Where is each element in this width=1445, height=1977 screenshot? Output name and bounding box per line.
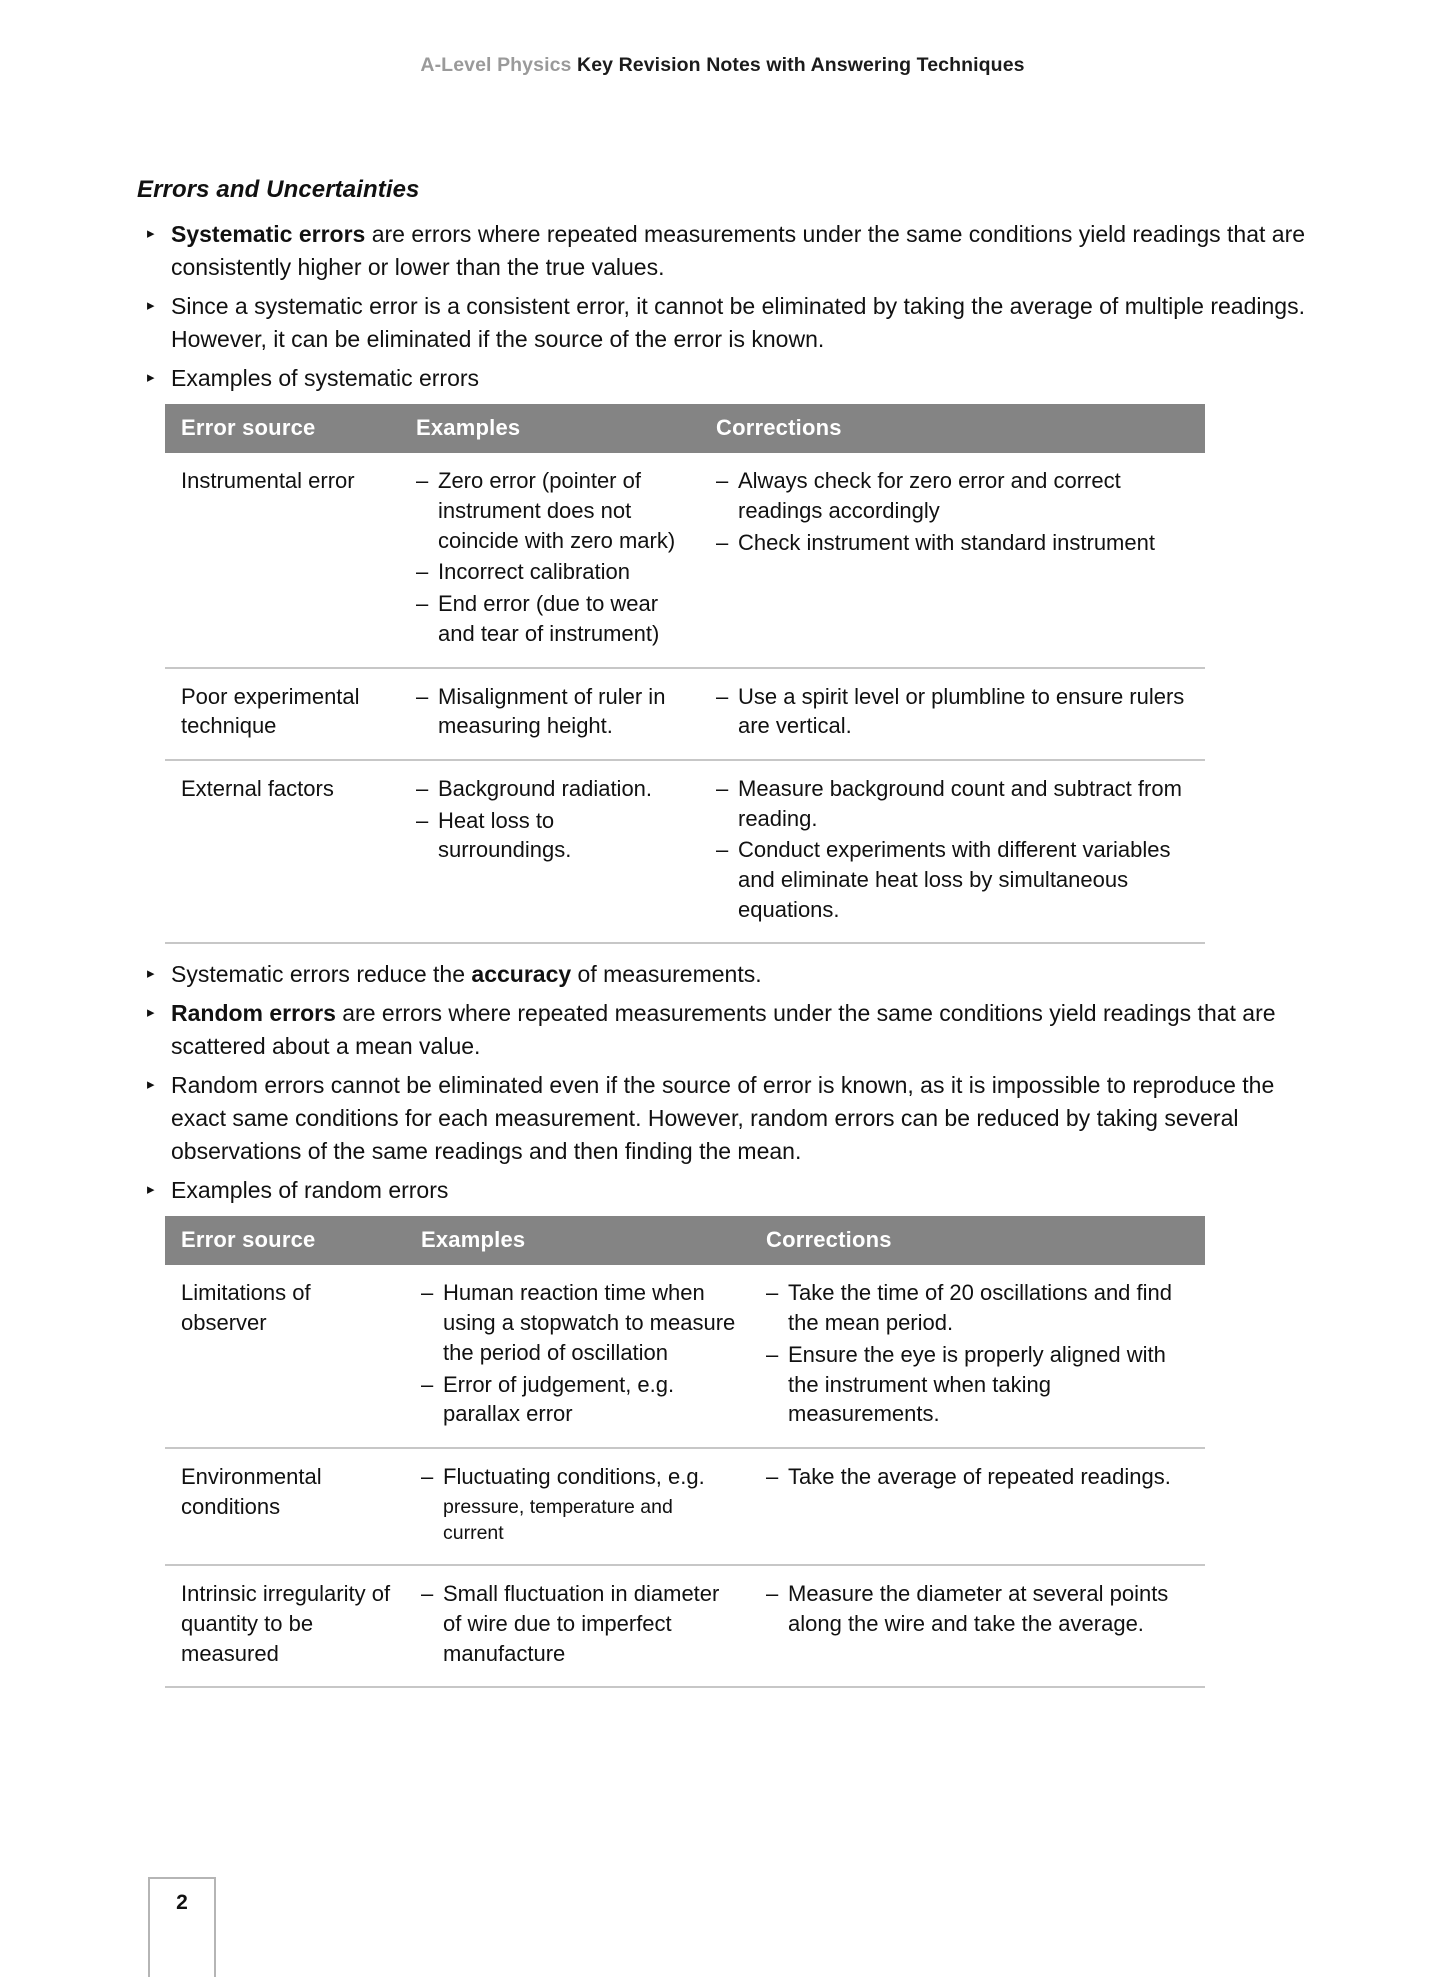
table-random-errors-wrapper xyxy=(165,1216,1205,1688)
table-header-row xyxy=(165,404,1205,453)
cell-corrections xyxy=(700,668,1205,760)
cell-list-text: Error of judgement, e.g. parallax error xyxy=(443,1371,675,1427)
cell-list-item xyxy=(766,1278,1191,1337)
header-subtitle: Key Revision Notes with Answering Techniques xyxy=(577,54,1025,76)
table-row xyxy=(165,1448,1205,1565)
cell-list-text: Measure background count and subtract from reading. xyxy=(738,775,1182,831)
cell-examples xyxy=(400,668,700,760)
cell-list-item xyxy=(416,806,686,865)
cell-error-source: Limitations of observer xyxy=(165,1265,405,1447)
column-header-corrections: Corrections xyxy=(750,1216,1205,1265)
cell-list-text: Small fluctuation in diameter of wire due to imperfect manufacture xyxy=(443,1581,720,1666)
dash-marker-icon: – xyxy=(716,468,729,494)
cell-list-item xyxy=(416,557,686,587)
dash-marker-icon: – xyxy=(421,1371,434,1397)
cell-list-text: Incorrect calibration xyxy=(438,559,630,585)
cell-list-item xyxy=(766,1462,1191,1492)
bullet-triangle-icon: ▸ xyxy=(147,1075,155,1093)
cell-list-item-continuation xyxy=(421,1494,736,1547)
list-item xyxy=(137,1069,1307,1168)
table-row xyxy=(165,668,1205,760)
cell-list-item xyxy=(416,466,686,555)
dash-marker-icon: – xyxy=(421,1581,434,1607)
cell-error-source: Intrinsic irregularity of quantity to be measured xyxy=(165,1565,405,1687)
cell-list-item xyxy=(766,1340,1191,1429)
header-brand: A-Level Physics xyxy=(420,54,572,76)
cell-error-source: External factors xyxy=(165,760,400,943)
cell-examples xyxy=(400,760,700,943)
cell-list-item xyxy=(421,1278,736,1367)
cell-list xyxy=(766,1278,1191,1428)
dash-marker-icon: – xyxy=(416,775,429,801)
table-header-row xyxy=(165,1216,1205,1265)
dash-marker-icon: – xyxy=(416,559,429,585)
bullet-text: Systematic errors reduce the xyxy=(171,961,472,988)
table-systematic-errors xyxy=(165,404,1205,944)
page-number-box xyxy=(148,1877,216,1977)
cell-list xyxy=(766,1579,1191,1638)
cell-list-text: Take the average of repeated readings. xyxy=(788,1463,1171,1489)
page-number: 2 xyxy=(176,1891,188,1914)
bullet-text: Since a systematic error is a consistent error, it cannot be eliminated by taking the average of multiple readings. However, it can be eliminated if the source of the error is known. xyxy=(171,292,1305,352)
bullet-text: Examples of systematic errors xyxy=(171,364,480,391)
cell-list-text: Human reaction time when using a stopwatch to measure the period of oscillation xyxy=(443,1280,736,1365)
list-item xyxy=(137,997,1307,1063)
dash-marker-icon: – xyxy=(716,775,729,801)
cell-list-item xyxy=(716,682,1191,741)
bullet-triangle-icon: ▸ xyxy=(147,225,155,242)
cell-list-text: Background radiation. xyxy=(438,775,653,801)
cell-error-source: Environmental conditions xyxy=(165,1448,405,1565)
cell-examples xyxy=(405,1265,750,1447)
dash-marker-icon: – xyxy=(416,683,429,709)
page-content xyxy=(137,176,1307,1702)
dash-marker-icon: – xyxy=(766,1341,779,1367)
dash-marker-icon: – xyxy=(766,1280,779,1306)
cell-corrections xyxy=(750,1448,1205,1565)
column-header-examples: Examples xyxy=(400,404,700,453)
cell-list-text: Measure the diameter at several points along the wire and take the average. xyxy=(788,1581,1169,1636)
cell-list xyxy=(421,1462,736,1546)
dash-marker-icon: – xyxy=(421,1280,434,1306)
bullet-text: are errors where repeated measurements under the same conditions yield readings that are consistently higher or lower than the true values. xyxy=(171,221,1306,280)
list-item xyxy=(137,958,1307,991)
cell-corrections xyxy=(750,1265,1205,1447)
cell-list xyxy=(716,682,1191,741)
dash-marker-icon: – xyxy=(766,1581,779,1607)
bullet-triangle-icon: ▸ xyxy=(147,368,155,386)
column-header-error-source: Error source xyxy=(165,1216,405,1265)
dash-marker-icon: – xyxy=(716,837,729,863)
bullet-triangle-icon: ▸ xyxy=(147,1180,155,1198)
cell-list-item xyxy=(421,1462,736,1492)
bullet-text: are errors where repeated measurements under the same conditions yield readings that are scattered about a mean value. xyxy=(171,1000,1276,1060)
cell-list-text: Take the time of 20 oscillations and find the mean period. xyxy=(788,1280,1173,1336)
cell-list xyxy=(421,1579,736,1668)
table-row xyxy=(165,1265,1205,1447)
cell-list-text: Check instrument with standard instrument xyxy=(738,529,1155,555)
table-row xyxy=(165,1565,1205,1687)
bullet-bold-lead: Systematic errors xyxy=(171,221,366,247)
cell-list-item xyxy=(716,466,1191,525)
cell-list xyxy=(416,682,686,741)
cell-list xyxy=(416,774,686,865)
cell-examples xyxy=(405,1565,750,1687)
cell-list xyxy=(416,466,686,648)
cell-error-source: Poor experimental technique xyxy=(165,668,400,760)
cell-list-item xyxy=(421,1579,736,1668)
cell-list-text: Use a spirit level or plumbline to ensure rulers are vertical. xyxy=(738,683,1185,739)
bullet-list-random xyxy=(137,958,1307,1206)
dash-marker-icon: – xyxy=(421,1463,434,1489)
cell-list-item xyxy=(416,589,686,648)
bullet-triangle-icon: ▸ xyxy=(147,965,155,983)
cell-corrections xyxy=(700,760,1205,943)
cell-list-item xyxy=(416,774,686,804)
cell-list-item xyxy=(766,1579,1191,1638)
cell-list xyxy=(716,774,1191,924)
cell-list-text: Misalignment of ruler in measuring height. xyxy=(438,683,666,739)
dash-marker-icon: – xyxy=(716,683,729,709)
cell-list-item xyxy=(421,1370,736,1429)
dash-marker-icon: – xyxy=(766,1463,779,1489)
cell-list-text: Heat loss to surroundings. xyxy=(438,807,572,863)
dash-marker-icon: – xyxy=(416,468,429,494)
cell-examples xyxy=(400,453,700,667)
cell-list-text: Zero error (pointer of instrument does not coincide with zero mark) xyxy=(438,468,676,553)
cell-list xyxy=(716,466,1191,557)
cell-list-item xyxy=(716,835,1191,924)
cell-list-item xyxy=(716,528,1191,558)
cell-corrections xyxy=(700,453,1205,667)
table-row xyxy=(165,453,1205,667)
cell-corrections xyxy=(750,1565,1205,1687)
cell-list-text: End error (due to wear and tear of instrument) xyxy=(438,591,660,646)
column-header-examples: Examples xyxy=(405,1216,750,1265)
cell-list-item xyxy=(716,774,1191,833)
section-title: Errors and Uncertainties xyxy=(137,176,420,203)
cell-list-text: Always check for zero error and correct readings accordingly xyxy=(738,468,1121,524)
cell-examples xyxy=(405,1448,750,1565)
cell-list-item xyxy=(416,682,686,741)
cell-list-text: Conduct experiments with different variables and eliminate heat loss by simultaneous equations. xyxy=(738,837,1171,922)
table-row xyxy=(165,760,1205,943)
cell-list-text: Fluctuating conditions, e.g. xyxy=(443,1463,705,1489)
bullet-list-systematic xyxy=(137,218,1307,394)
list-item xyxy=(137,290,1307,356)
cell-list xyxy=(766,1462,1191,1492)
list-item xyxy=(137,218,1307,284)
running-header xyxy=(0,54,1445,77)
column-header-error-source: Error source xyxy=(165,404,400,453)
bullet-text: Random errors cannot be eliminated even if the source of error is known, as it is impossible to reproduce the exact same conditions for each measurement. However, random errors can be reduced by taking several observations of the same readings and then finding the mean. xyxy=(171,1071,1275,1164)
bullet-triangle-icon: ▸ xyxy=(147,296,155,314)
table-systematic-errors-wrapper xyxy=(165,404,1205,944)
cell-error-source: Instrumental error xyxy=(165,453,400,667)
cell-list xyxy=(421,1278,736,1428)
bullet-triangle-icon: ▸ xyxy=(147,1004,155,1022)
dash-marker-icon: – xyxy=(416,807,429,833)
dash-marker-icon: – xyxy=(716,529,729,555)
table-random-errors xyxy=(165,1216,1205,1688)
bullet-bold-mid: accuracy xyxy=(471,961,572,988)
list-item xyxy=(137,362,1307,395)
bullet-bold-lead: Random errors xyxy=(171,1000,336,1027)
bullet-text-after: of measurements. xyxy=(571,961,762,988)
column-header-corrections: Corrections xyxy=(700,404,1205,453)
cell-list-text: pressure, temperature and current xyxy=(443,1495,673,1544)
list-item xyxy=(137,1174,1307,1207)
cell-list-text: Ensure the eye is properly aligned with the instrument when taking measurements. xyxy=(788,1341,1166,1427)
dash-marker-icon: – xyxy=(416,591,429,617)
bullet-text: Examples of random errors xyxy=(171,1176,449,1203)
